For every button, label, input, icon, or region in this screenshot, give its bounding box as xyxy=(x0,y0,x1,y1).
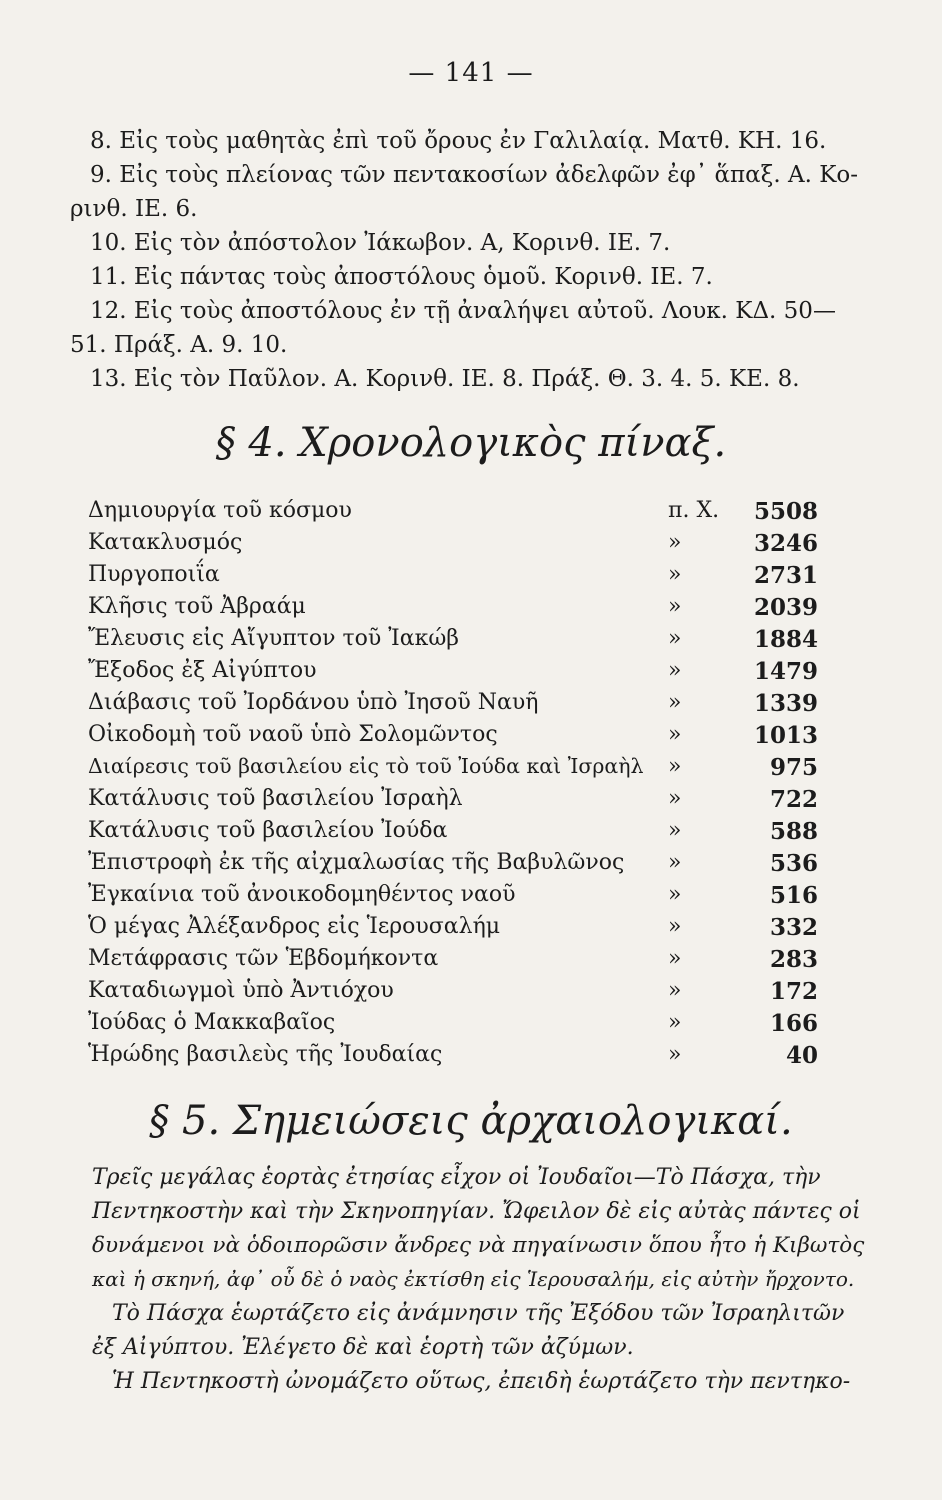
event-name: Κατάλυσις τοῦ βασιλείου Ἰούδα xyxy=(88,818,448,843)
event-year: 536 xyxy=(769,850,818,877)
ditto-mark: » xyxy=(668,690,682,715)
event-name: Πυργοποιΐα xyxy=(88,562,220,587)
table-row xyxy=(88,914,818,946)
event-name: Ἡρώδης βασιλεὺς τῆς Ἰουδαίας xyxy=(88,1042,443,1067)
note-line: 10. Εἰς τὸν ἀπόστολον Ἰάκωβον. Α, Κορινθ. ΙΕ. 7. xyxy=(90,230,671,256)
table-row xyxy=(88,850,818,882)
paragraph-line: Τρεῖς μεγάλας ἑορτὰς ἐτησίας εἶχον οἱ Ἰουδαῖοι—Τὸ Πάσχα, τὴν xyxy=(92,1165,821,1190)
event-name: Ἔλευσις εἰς Αἴγυπτον τοῦ Ἰακώβ xyxy=(88,626,459,651)
note-line: 13. Εἰς τὸν Παῦλον. Α. Κορινθ. ΙΕ. 8. Πράξ. Θ. 3. 4. 5. ΚΕ. 8. xyxy=(90,366,800,392)
event-name: Καταδιωγμοὶ ὑπὸ Ἀντιόχου xyxy=(88,978,394,1003)
table-row xyxy=(88,946,818,978)
ditto-mark: » xyxy=(668,818,682,843)
note-line: 8. Εἰς τοὺς μαθητὰς ἐπὶ τοῦ ὄρους ἐν Γαλιλαίᾳ. Ματθ. ΚΗ. 16. xyxy=(90,128,827,154)
paragraph-line: Τὸ Πάσχα ἑωρτάζετο εἰς ἀνάμνησιν τῆς Ἐξόδου τῶν Ἰσραηλιτῶν xyxy=(112,1301,845,1326)
table-row xyxy=(88,626,818,658)
event-name: Ἰούδας ὁ Μακκαβαῖος xyxy=(88,1010,336,1035)
table-row xyxy=(88,594,818,626)
event-year: 516 xyxy=(769,882,818,909)
event-name: Διάβασις τοῦ Ἰορδάνου ὑπὸ Ἰησοῦ Ναυῆ xyxy=(88,690,539,715)
event-name: Ἔξοδος ἐξ Αἰγύπτου xyxy=(88,658,317,683)
ditto-mark: » xyxy=(668,914,682,939)
event-name: Κατάλυσις τοῦ βασιλείου Ἰσραὴλ xyxy=(88,786,463,811)
note-line: 11. Εἰς πάντας τοὺς ἀποστόλους ὁμοῦ. Κορινθ. ΙΕ. 7. xyxy=(90,264,713,290)
page-number: — 141 — xyxy=(408,58,534,88)
paragraph-line: Ἡ Πεντηκοστὴ ὠνομάζετο οὕτως, ἐπειδὴ ἑωρτάζετο τὴν πεντηκο- xyxy=(112,1369,851,1394)
note-line: 51. Πράξ. Α. 9. 10. xyxy=(70,332,288,358)
ditto-mark: » xyxy=(668,594,682,619)
event-year: 2039 xyxy=(753,594,818,621)
table-row xyxy=(88,722,818,754)
paragraph-line: Πεντηκοστὴν καὶ τὴν Σκηνοπηγίαν. Ὤφειλον δὲ εἰς αὐτὰς πάντες οἱ xyxy=(92,1199,861,1224)
event-year: 332 xyxy=(769,914,818,941)
event-name: Ἐγκαίνια τοῦ ἀνοικοδομηθέντος ναοῦ xyxy=(88,882,516,907)
event-name: Ἐπιστροφὴ ἐκ τῆς αἰχμαλωσίας τῆς Βαβυλῶνος xyxy=(88,850,625,875)
table-row xyxy=(88,786,818,818)
table-row xyxy=(88,690,818,722)
event-year: 3246 xyxy=(753,530,818,557)
event-year: 283 xyxy=(769,946,818,973)
ditto-mark: π. Χ. xyxy=(668,498,720,523)
event-name: Διαίρεσις τοῦ βασιλείου εἰς τὸ τοῦ Ἰούδα καὶ Ἰσραὴλ xyxy=(88,754,644,778)
ditto-mark: » xyxy=(668,850,682,875)
event-name: Ὁ μέγας Ἀλέξανδρος εἰς Ἱερουσαλήμ xyxy=(88,914,501,939)
event-year: 166 xyxy=(769,1010,818,1037)
ditto-mark: » xyxy=(668,722,682,747)
event-name: Οἰκοδομὴ τοῦ ναοῦ ὑπὸ Σολομῶντος xyxy=(88,722,498,747)
table-row xyxy=(88,882,818,914)
note-line: 12. Εἰς τοὺς ἀποστόλους ἐν τῇ ἀναλήψει αὐτοῦ. Λουκ. ΚΔ. 50— xyxy=(90,298,836,324)
table-row xyxy=(88,530,818,562)
event-year: 2731 xyxy=(753,562,818,589)
note-line: 9. Εἰς τοὺς πλείονας τῶν πεντακοσίων ἀδελφῶν ἐφ᾽ ἅπαξ. Α. Κο- xyxy=(90,162,858,188)
table-row xyxy=(88,1042,818,1074)
section-4-title: § 4. Χρονολογικὸς πίναξ. xyxy=(215,420,727,466)
paragraph-line: δυνάμενοι νὰ ὁδοιπορῶσιν ἄνδρες νὰ πηγαίνωσιν ὅπου ἦτο ἡ Κιβωτὸς xyxy=(92,1233,865,1258)
ditto-mark: » xyxy=(668,786,682,811)
event-year: 588 xyxy=(769,818,818,845)
event-name: Δημιουργία τοῦ κόσμου xyxy=(88,498,352,523)
table-row xyxy=(88,754,818,786)
table-row xyxy=(88,978,818,1010)
ditto-mark: » xyxy=(668,626,682,651)
event-year: 1884 xyxy=(753,626,818,653)
table-row xyxy=(88,658,818,690)
event-name: Κατακλυσμός xyxy=(88,530,243,555)
section-5-title: § 5. Σημειώσεις ἀρχαιολογικαί. xyxy=(149,1098,793,1144)
event-year: 172 xyxy=(769,978,818,1005)
table-row xyxy=(88,498,818,530)
paragraph-line: ἐξ Αἰγύπτου. Ἐλέγετο δὲ καὶ ἑορτὴ τῶν ἀζύμων. xyxy=(92,1335,634,1360)
event-year: 40 xyxy=(785,1042,818,1069)
ditto-mark: » xyxy=(668,978,682,1003)
event-year: 5508 xyxy=(753,498,818,525)
event-name: Κλῆσις τοῦ Ἀβραάμ xyxy=(88,594,306,619)
table-row xyxy=(88,818,818,850)
ditto-mark: » xyxy=(668,562,682,587)
ditto-mark: » xyxy=(668,946,682,971)
ditto-mark: » xyxy=(668,1042,682,1067)
ditto-mark: » xyxy=(668,1010,682,1035)
note-line: ρινθ. ΙΕ. 6. xyxy=(70,196,198,222)
event-name: Μετάφρασις τῶν Ἑβδομήκοντα xyxy=(88,946,439,971)
ditto-mark: » xyxy=(668,754,682,779)
event-year: 975 xyxy=(769,754,818,781)
event-year: 1339 xyxy=(753,690,818,717)
ditto-mark: » xyxy=(668,882,682,907)
event-year: 722 xyxy=(769,786,818,813)
table-row xyxy=(88,562,818,594)
paragraph-line: καὶ ἡ σκηνή, ἀφ᾽ οὗ δὲ ὁ ναὸς ἐκτίσθη εἰς Ἱερουσαλήμ, εἰς αὐτὴν ἤρχοντο. xyxy=(92,1267,855,1291)
table-row xyxy=(88,1010,818,1042)
event-year: 1479 xyxy=(753,658,818,685)
event-year: 1013 xyxy=(753,722,818,749)
ditto-mark: » xyxy=(668,530,682,555)
ditto-mark: » xyxy=(668,658,682,683)
